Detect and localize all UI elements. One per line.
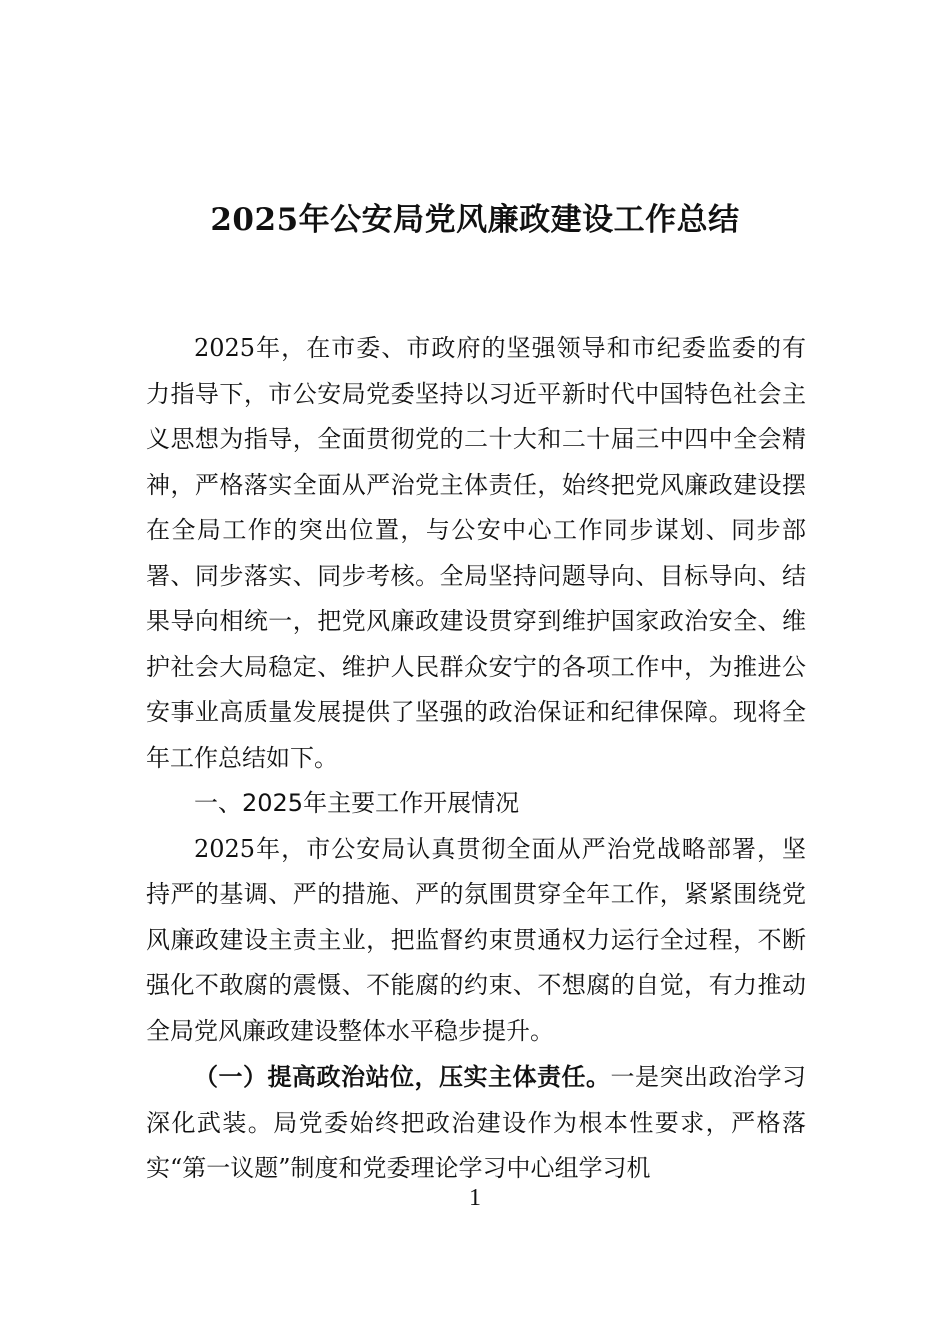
document-title: 2025年公安局党风廉政建设工作总结 — [210, 202, 740, 238]
page-number: 1 — [469, 1185, 481, 1211]
document-body — [146, 326, 806, 1192]
intro-paragraph: 2025年，在市委、市政府的坚强领导和市纪委监委的有力指导下，市公安局党委坚持以习近平新时代中国特色社会主义思想为指导，全面贯彻党的二十大和二十届三中四中全会精神，严格落实全面从严治党主体责任，始终把党风廉政建设摆在全局工作的突出位置，与公安中心工作同步谋划、同步部署、同步落实、同步考核。全局坚持问题导向、目标导向、结果导向相统一，把党风廉政建设贯穿到维护国家政治安全、维护社会大局稳定、维护人民群众安宁的各项工作中，为推进公安事业高质量发展提供了坚强的政治保证和纪律保障。现将全年工作总结如下。 — [146, 334, 806, 772]
section-heading-1: 一、2025年主要工作开展情况 — [194, 789, 520, 817]
subsection-1-text: 一是突出政治学习深化武装。局党委始终把政治建设作为根本性要求，严格落实“第一议题”制度和党委理论学习中心组学习机 — [146, 1063, 806, 1182]
subsection-heading-1: （一）提高政治站位，压实主体责任。 — [194, 1062, 611, 1091]
section-1-paragraph: 2025年，市公安局认真贯彻全面从严治党战略部署，坚持严的基调、严的措施、严的氛围贯穿全年工作，紧紧围绕党风廉政建设主责主业，把监督约束贯通权力运行全过程，不断强化不敢腐的震慑、不能腐的约束、不想腐的自觉，有力推动全局党风廉政建设整体水平稳步提升。 — [146, 834, 806, 1045]
subsection-1-paragraph — [146, 1054, 806, 1192]
